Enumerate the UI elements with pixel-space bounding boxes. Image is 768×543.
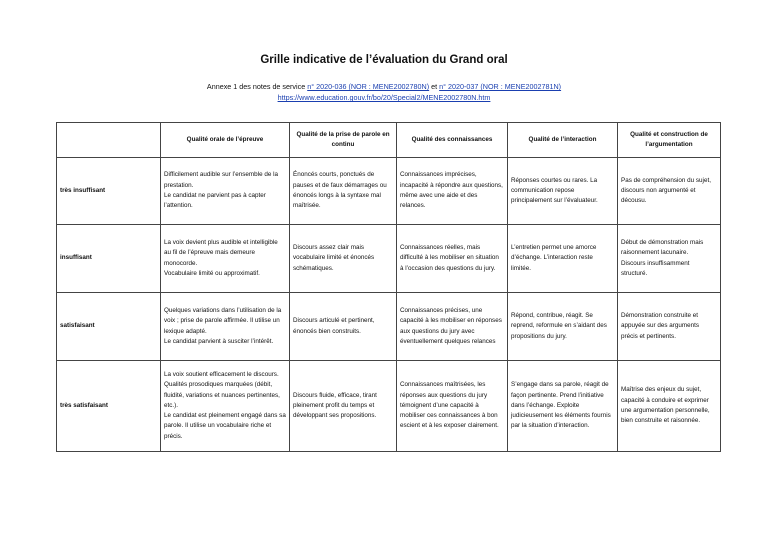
cell-text: Le candidat ne parvient pas à capter l’attention. [164,192,266,210]
cell-text: La voix devient plus audible et intelligible au fil de l’épreuve mais demeure monocorde. [164,238,278,267]
header-continuous-speech: Qualité de la prise de parole en continu [290,123,397,158]
cell-text: Connaissances précises, une capacité à les mobiliser en réponses aux questions du jury avec éventuellement quelques relances [400,306,502,345]
evaluation-grid-table [56,122,721,452]
document-title: Grille indicative de l’évaluation du Grand oral [260,54,508,66]
cell-knowledge [397,361,508,452]
cell-oral-quality [161,293,290,361]
cell-text: Répond, contribue, réagit. Se reprend, reformule en s’aidant des propositions du jury. [511,312,607,340]
source-url-link[interactable]: https://www.education.gouv.fr/bo/20/Special2/MENE2002780N.htm [277,93,491,102]
cell-text: Réponses courtes ou rares. La communication repose principalement sur l’évaluateur. [511,176,598,205]
cell-text: Connaissances imprécises, incapacité à répondre aux questions, même avec une aide et des relances. [400,171,503,210]
cell-interaction [508,225,618,293]
cell-text: Pas de compréhension du sujet, discours non argumenté et décousu. [621,176,711,205]
header-row [57,123,721,158]
cell-continuous-speech [290,293,397,361]
cell-knowledge [397,293,508,361]
header-oral-quality: Qualité orale de l’épreuve [161,123,290,158]
cell-interaction [508,361,618,452]
cell-interaction [508,158,618,225]
cell-oral-quality [161,225,290,293]
cell-text: Connaissances réelles, mais difficulté à les mobiliser en situation à l’occasion des questions du jury. [400,244,499,272]
cell-text: Discours articulé et pertinent, énoncés bien construits. [293,317,375,335]
cell-text: L’entretien permet une amorce d’échange. L’interaction reste limitée. [511,244,597,272]
note-link-1[interactable]: n° 2020-036 (NOR : MENE2002780N) [307,82,430,91]
cell-text: Maîtrise des enjeux du sujet, capacité à conduire et exprimer une argumentation personnelle, bien construite et raisonnée. [621,386,710,425]
header-knowledge: Qualité des connaissances [397,123,508,158]
table-row [57,225,721,293]
cell-text: Difficilement audible sur l’ensemble de la prestation. [164,171,278,189]
cell-continuous-speech [290,158,397,225]
cell-argumentation [618,361,721,452]
cell-continuous-speech [290,361,397,452]
level-label: insuffisant [57,225,161,293]
cell-text: S’engage dans sa parole, réagit de façon pertinente. Prend l’initiative dans l’échange. Exploite judicieusement les éléments fournis par la situation d’interaction. [511,381,611,430]
level-label: très satisfaisant [57,361,161,452]
header-empty [57,123,161,158]
cell-text: Discours fluide, efficace, tirant pleinement profit du temps et développant ses propositions. [293,391,377,420]
cell-text: Énoncés courts, ponctués de pauses et de faux démarrages ou énoncés longs à la syntaxe mal maîtrisée. [293,171,387,210]
cell-oral-quality [161,361,290,452]
cell-argumentation [618,293,721,361]
header-argumentation: Qualité et construction de l’argumentation [618,123,721,158]
cell-oral-quality [161,158,290,225]
annex-reference [0,81,768,92]
annex-middle: et [429,82,440,91]
table-row [57,293,721,361]
cell-text: Début de démonstration mais raisonnement lacunaire. [621,238,704,257]
cell-text: Qualités prosodiques marquées (débit, fluidité, variations et nuances pertinentes, etc.). [164,381,280,409]
header-interaction: Qualité de l’interaction [508,123,618,158]
cell-text: Le candidat parvient à susciter l’intérêt. [164,337,274,345]
cell-text: Discours insuffisamment structuré. [621,259,690,277]
cell-knowledge [397,225,508,293]
annex-prefix: Annexe 1 des notes de service [206,82,308,91]
table-row [57,158,721,225]
cell-argumentation [618,225,721,293]
level-label: satisfaisant [57,293,161,361]
cell-text: Vocabulaire limité ou approximatif. [164,269,260,277]
source-url-line [0,92,768,103]
cell-text: La voix soutient efficacement le discours. [164,370,279,378]
cell-text: Quelques variations dans l’utilisation de la voix ; prise de parole affirmée. Il utilise un lexique adapté. [164,306,282,335]
cell-text: Le candidat est pleinement engagé dans sa parole. Il utilise un vocabulaire riche et précis. [164,412,286,440]
cell-text: Connaissances maîtrisées, les réponses aux questions du jury témoignent d’une capacité à mobiliser ces connaissances à bon escient et à les exposer clairement. [400,381,499,430]
cell-text: Discours assez clair mais vocabulaire limité et énoncés schématiques. [293,244,375,272]
cell-continuous-speech [290,225,397,293]
cell-text: Démonstration construite et appuyée sur des arguments précis et pertinents. [621,312,700,340]
cell-interaction [508,293,618,361]
table-row [57,361,721,452]
cell-argumentation [618,158,721,225]
cell-knowledge [397,158,508,225]
note-link-2[interactable]: n° 2020-037 (NOR : MENE2002781N) [439,82,562,91]
level-label: très insuffisant [57,158,161,225]
